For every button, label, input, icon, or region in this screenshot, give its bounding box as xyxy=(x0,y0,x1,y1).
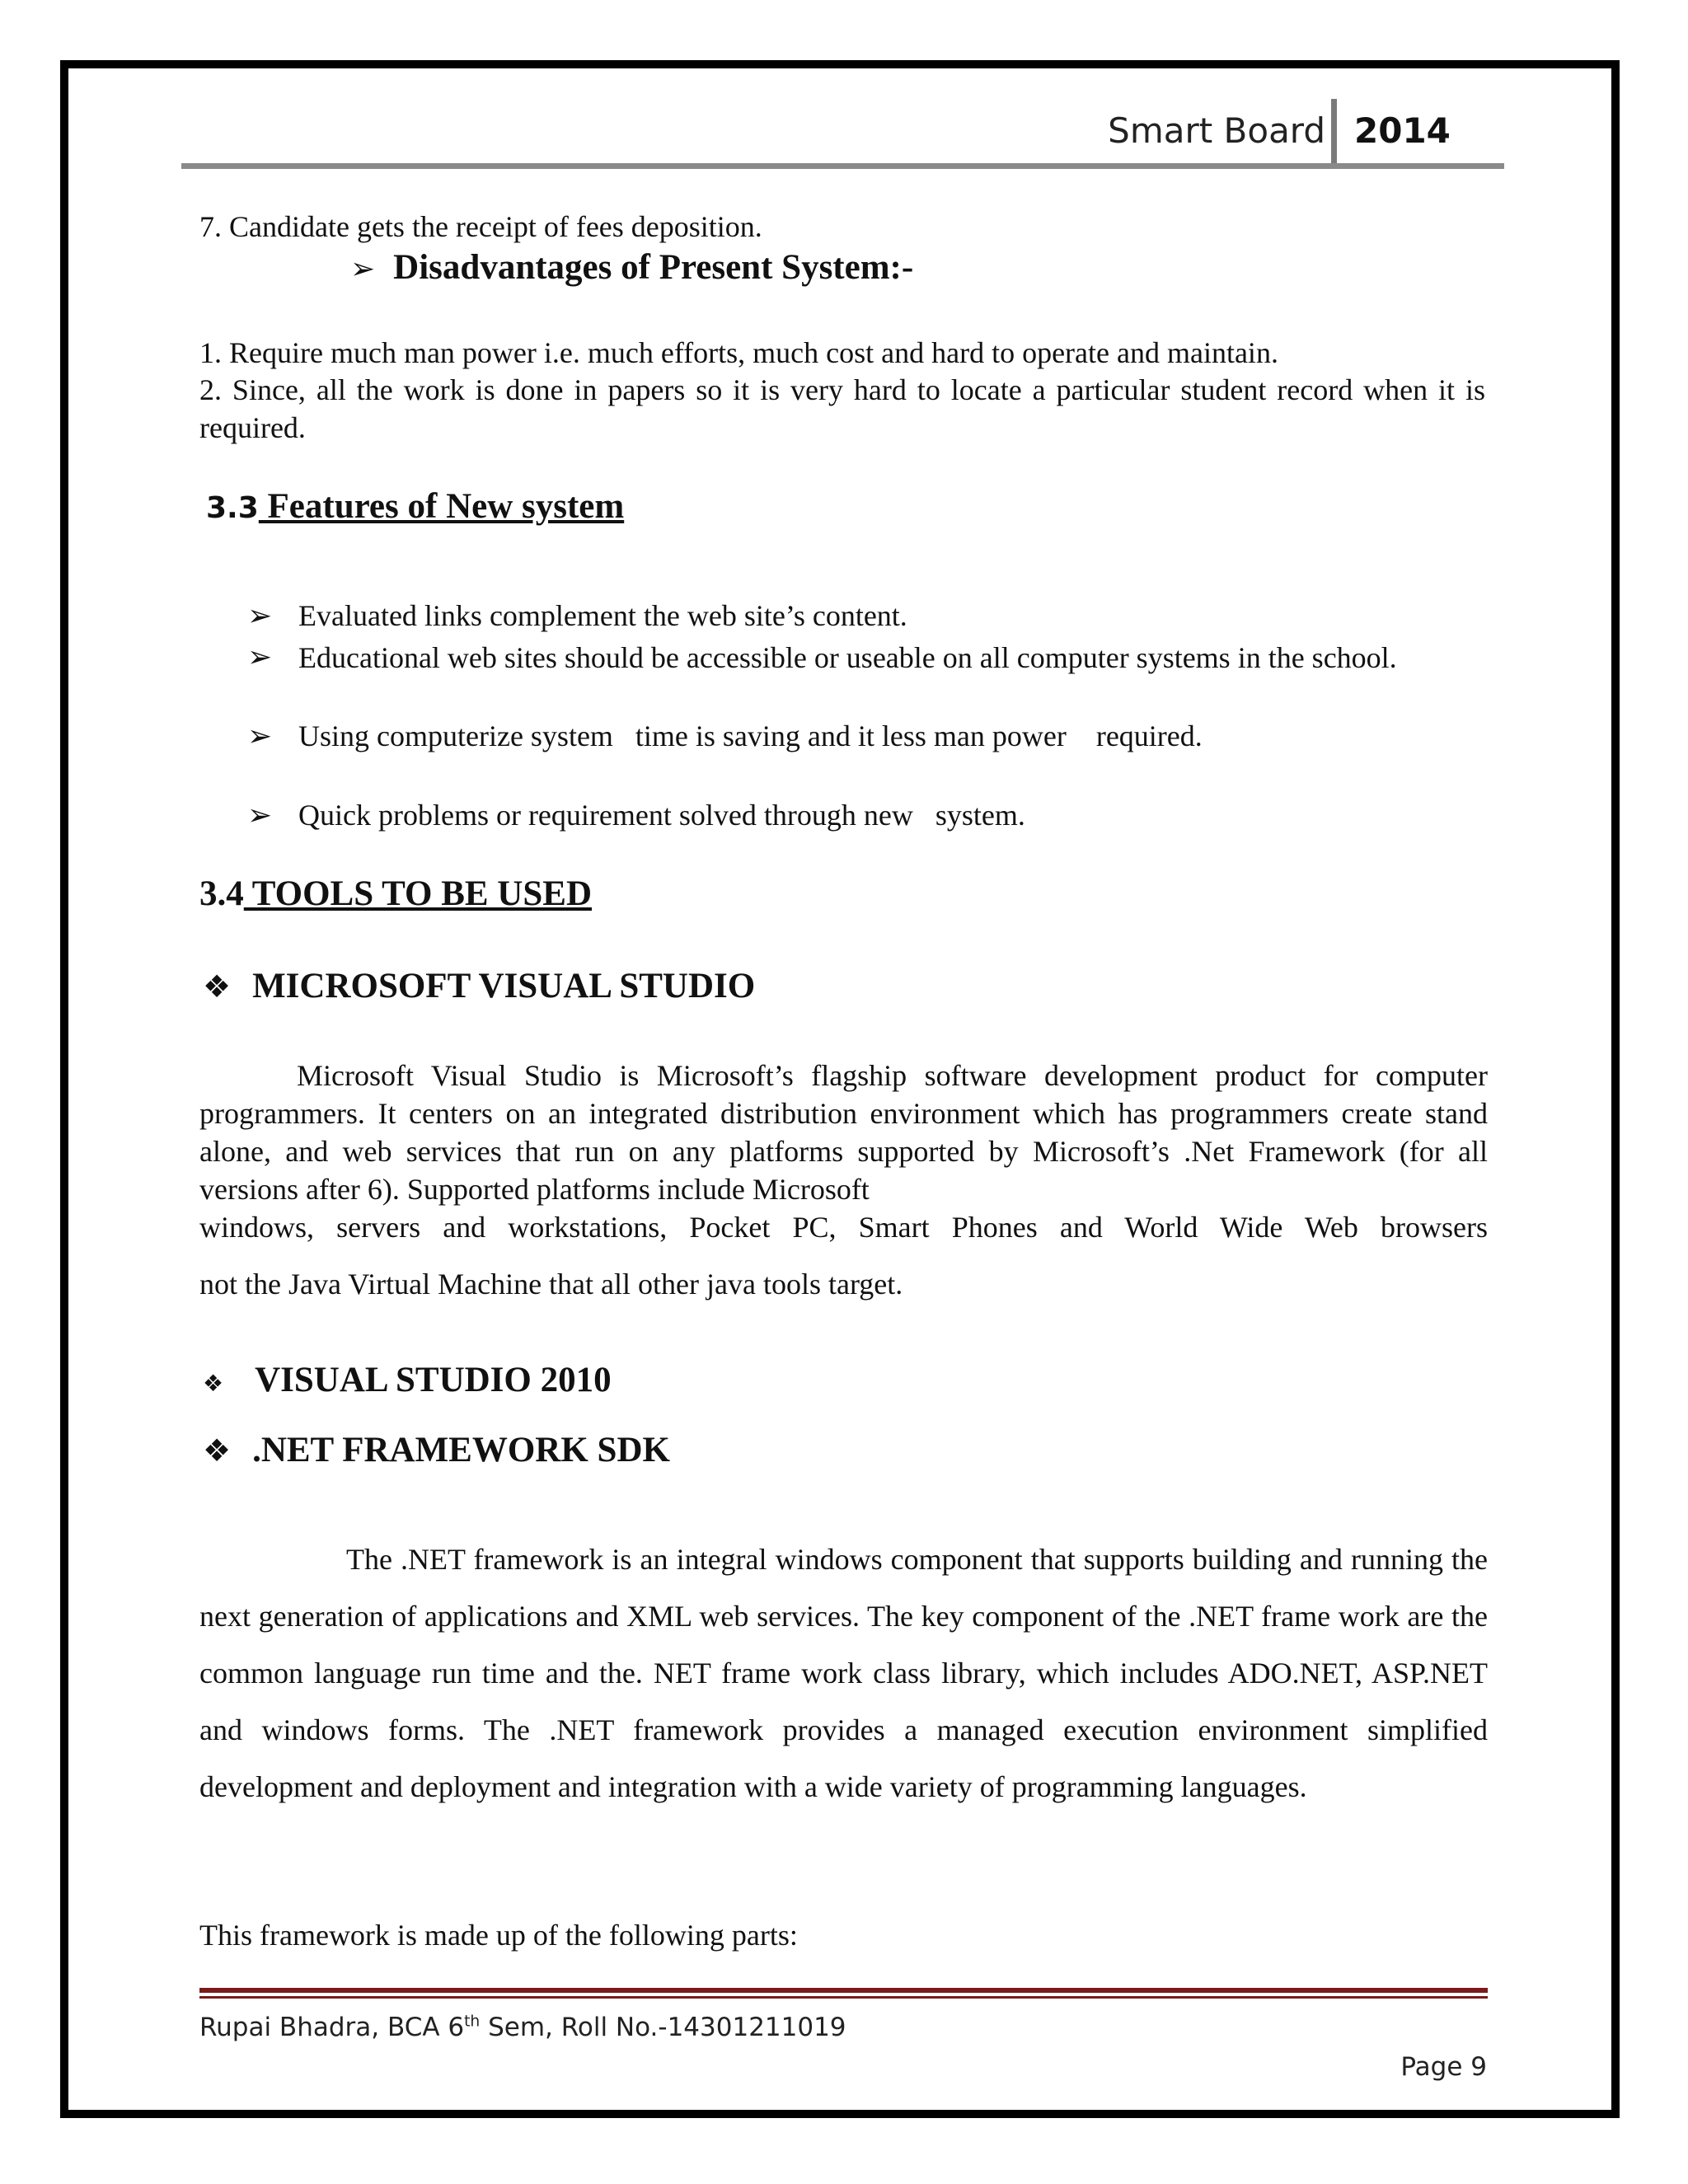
arrow-bullet-icon: ➢ xyxy=(247,719,273,752)
footer-page-number: Page 9 xyxy=(1400,2052,1487,2082)
feature-text: Evaluated links complement the web site’s content. xyxy=(298,599,907,632)
tool-heading-text: MICROSOFT VISUAL STUDIO xyxy=(252,967,756,1005)
feature-item xyxy=(247,597,1488,635)
diamond-bullet-icon: ❖ xyxy=(203,1434,232,1469)
feature-item xyxy=(247,796,1488,834)
header-divider xyxy=(1331,99,1337,165)
section-3-3-heading xyxy=(206,486,624,527)
footer-author-roll: Sem, Roll No.-14301211019 xyxy=(480,2013,846,2042)
arrow-bullet-icon: ➢ xyxy=(247,640,273,673)
feature-text: Using computerize system time is saving and it less man power required. xyxy=(298,719,1203,752)
visual-studio-paragraph-line2: windows, servers and workstations, Pocket PC, Smart Phones and World Wide Web browsers xyxy=(199,1211,1488,1244)
section-3-4-title: TOOLS TO BE USED xyxy=(243,874,593,913)
step-7-text: 7. Candidate gets the receipt of fees deposition. xyxy=(199,210,762,243)
arrow-bullet-icon: ➢ xyxy=(247,799,273,832)
footer-author-sup: th xyxy=(464,2013,481,2031)
net-framework-paragraph: The .NET framework is an integral windows component that supports building and running the next generation of applications and XML web services. The key component of the .NET frame work are the common language run time and the. NET frame work class library, which includes ADO.NET, ASP.NET and windows forms. The .NET framework provides a managed execution environment simplified development and deployment and integration with a wide variety of programming languages. xyxy=(199,1543,1488,1803)
tool-heading-vs2010 xyxy=(203,1360,612,1400)
tool-heading-text: .NET FRAMEWORK SDK xyxy=(252,1431,670,1469)
arrow-bullet-icon: ➢ xyxy=(247,599,273,632)
section-3-4-number: 3.4 xyxy=(199,874,244,913)
footer-author xyxy=(199,2013,846,2042)
arrow-bullet-icon: ➢ xyxy=(350,252,376,285)
feature-item xyxy=(247,638,1488,677)
footer-rule-thin xyxy=(199,1996,1488,1999)
feature-text: Educational web sites should be accessible or useable on all computer systems in the school. xyxy=(298,641,1397,674)
tool-heading-text: VISUAL STUDIO 2010 xyxy=(255,1361,612,1399)
disadvantage-2: 2. Since, all the work is done in papers so it is very hard to locate a particular student record when it is required. xyxy=(199,373,1485,444)
tool-heading-visual-studio xyxy=(203,966,755,1006)
diamond-bullet-icon: ❖ xyxy=(203,970,232,1005)
header-rule xyxy=(181,163,1504,169)
section-3-3-title: Features of New system xyxy=(258,487,625,526)
feature-item xyxy=(247,717,1488,755)
framework-parts-line: This framework is made up of the following parts: xyxy=(199,1919,798,1952)
visual-studio-paragraph-line3: not the Java Virtual Machine that all other java tools target. xyxy=(199,1268,903,1301)
section-3-4-heading xyxy=(199,874,592,914)
visual-studio-paragraph: Microsoft Visual Studio is Microsoft’s flagship software development product for computer programmers. It centers on an integrated distribution environment which has programmers create stand alone, and web services that run on any platforms supported by Microsoft’s .Net Framework (for all versions after 6). Supported platforms include Microsoft xyxy=(199,1059,1488,1206)
disadvantages-heading xyxy=(350,247,913,288)
header-title: Smart Board xyxy=(1108,110,1325,151)
footer-author-name: Rupai Bhadra, BCA 6 xyxy=(199,2013,465,2042)
feature-text: Quick problems or requirement solved through new system. xyxy=(298,799,1025,832)
section-3-3-number: 3.3 xyxy=(206,491,259,525)
disadvantages-heading-text: Disadvantages of Present System:- xyxy=(393,248,914,287)
diamond-bullet-icon: ❖ xyxy=(203,1371,224,1397)
header-year: 2014 xyxy=(1354,110,1451,151)
footer-rule-thick xyxy=(199,1988,1488,1993)
disadvantage-1: 1. Require much man power i.e. much efforts, much cost and hard to operate and maintain. xyxy=(199,336,1278,369)
tool-heading-net-sdk xyxy=(203,1430,670,1470)
